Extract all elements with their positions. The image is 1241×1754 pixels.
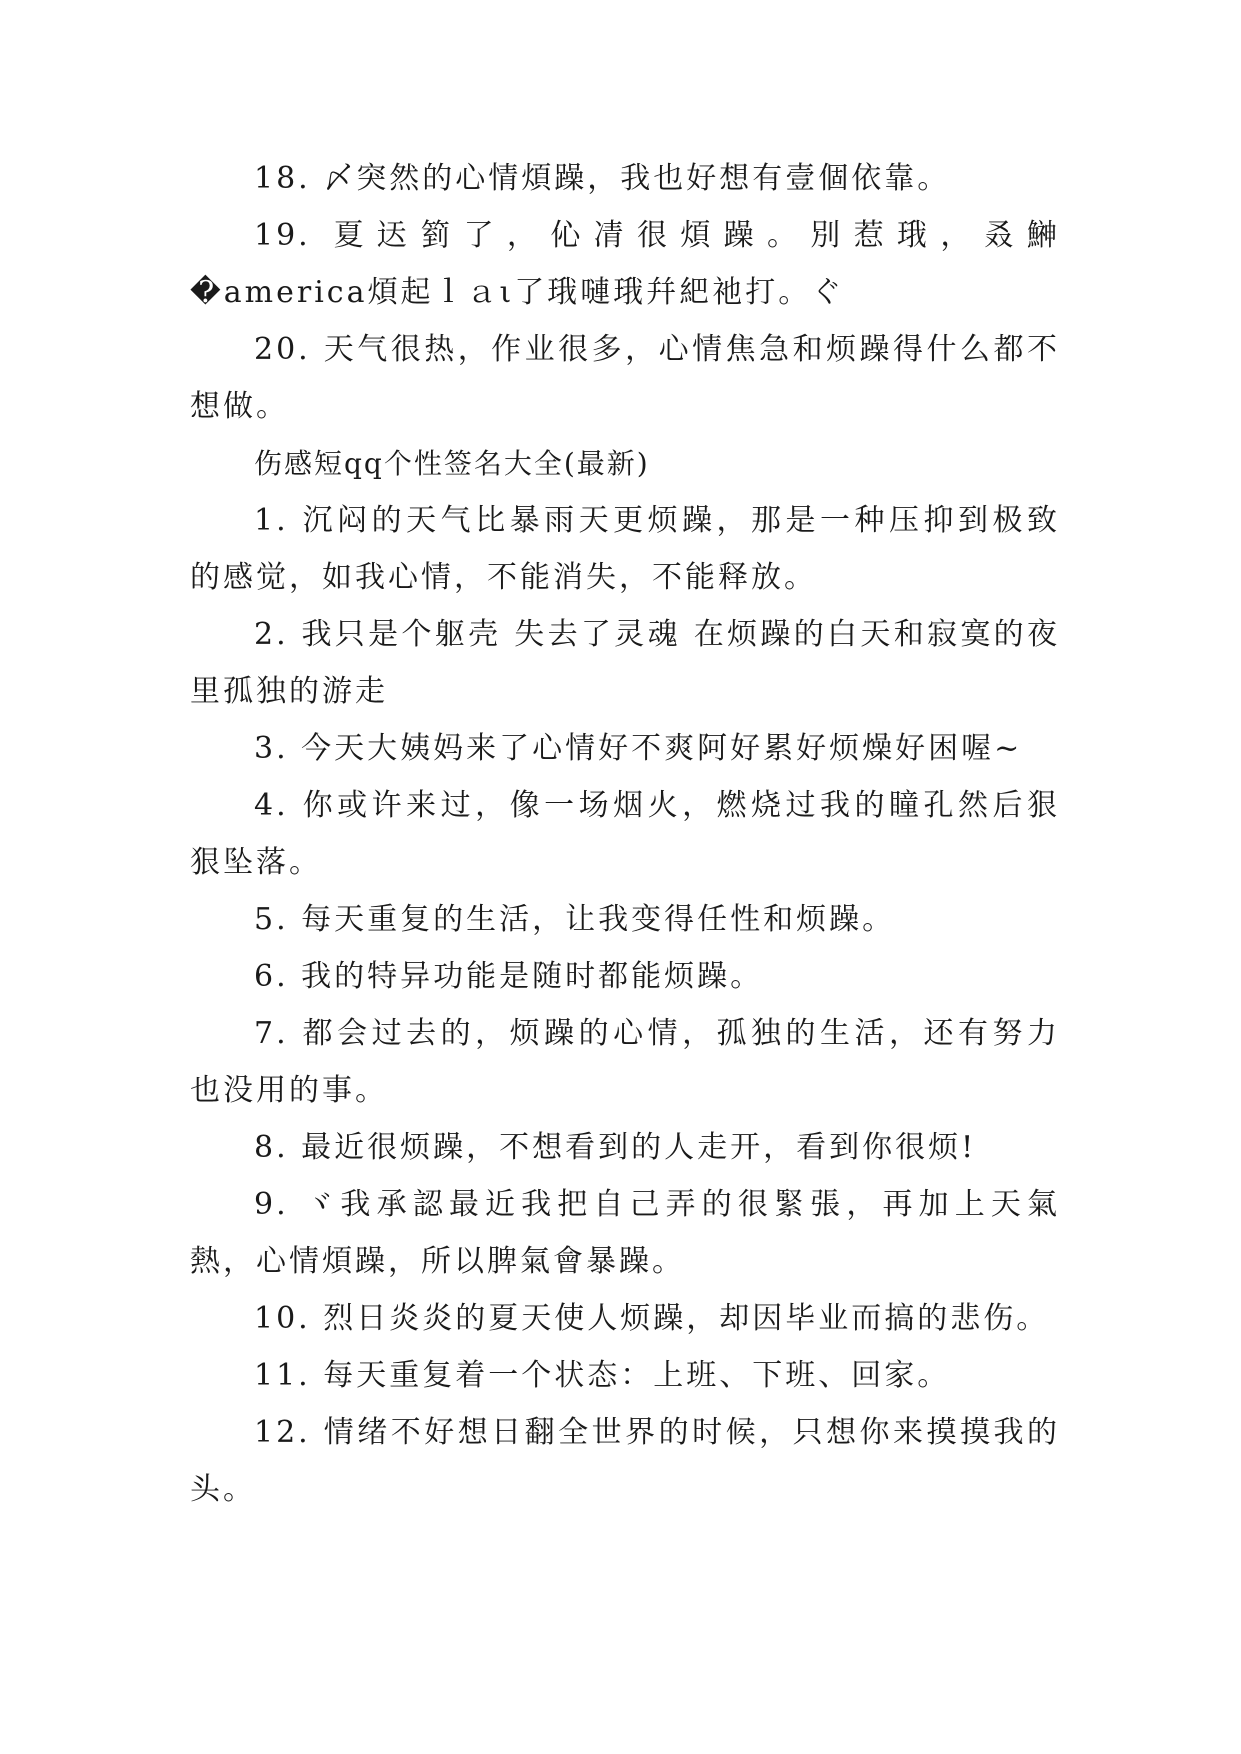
- list-item-6: 6. 我的特异功能是随时都能烦躁。: [254, 959, 764, 994]
- list-item-5: 5. 每天重复的生活，让我变得任性和烦躁。: [254, 902, 896, 937]
- list-item-9: 9. ヾ我承認最近我把自己弄的很緊張，再加上天氣熱，心情煩躁，所以脾氣會暴躁。: [190, 1187, 1060, 1279]
- document-page: [190, 150, 1060, 1518]
- section-heading: 伤感短qq个性签名大全(最新): [254, 447, 650, 480]
- list-item-12: 12. 情绪不好想日翻全世界的时候，只想你来摸摸我的头。: [190, 1415, 1060, 1507]
- list-item-10: 10. 烈日炎炎的夏天使人烦躁，却因毕业而搞的悲伤。: [254, 1301, 1050, 1336]
- list-item-1: 1. 沉闷的天气比暴雨天更烦躁，那是一种压抑到极致的感觉，如我心情，不能消失，不能释放。: [190, 503, 1060, 595]
- paragraph-20: 20. 天气很热，作业很多，心情焦急和烦躁得什么都不想做。: [190, 332, 1060, 424]
- list-item-2: 2. 我只是个躯壳 失去了灵魂 在烦躁的白天和寂寞的夜里孤独的游走: [190, 617, 1060, 709]
- list-item-7: 7. 都会过去的，烦躁的心情，孤独的生活，还有努力也没用的事。: [190, 1016, 1060, 1108]
- list-item-3: 3. 今天大姨妈来了心情好不爽阿好累好烦燥好困喔~: [254, 731, 1023, 766]
- paragraph-19: 19. 夏迗箌了，伈凊很煩躁。別惹珴，叒鰰�america煩起ｌａι了珴嗹珴幷紦祂打。ぐ: [190, 218, 1060, 310]
- list-item-8: 8. 最近很烦躁，不想看到的人走开，看到你很烦!: [254, 1130, 977, 1165]
- list-item-4: 4. 你或许来过，像一场烟火，燃烧过我的瞳孔然后狠狠坠落。: [190, 788, 1060, 880]
- list-item-11: 11. 每天重复着一个状态：上班、下班、回家。: [254, 1358, 951, 1393]
- paragraph-18: 18. 〆突然的心情煩躁，我也好想有壹個依靠。: [254, 161, 951, 196]
